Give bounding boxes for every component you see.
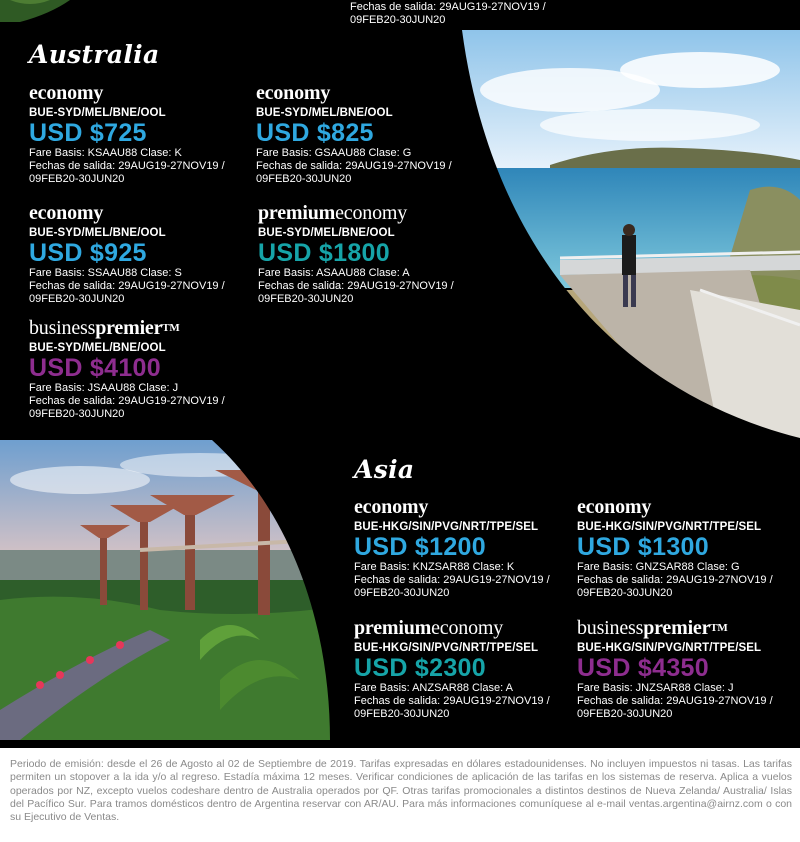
departure-dates-line1: Fechas de salida: 29AUG19-27NOV19 / — [29, 395, 225, 407]
route: BUE-HKG/SIN/PVG/NRT/TPE/SEL — [354, 521, 539, 533]
price: USD $1300 — [577, 533, 709, 561]
route: BUE-SYD/MEL/BNE/OOL — [29, 342, 166, 354]
top-dates-line1: Fechas de salida: 29AUG19-27NOV19 / — [350, 1, 546, 13]
cabin-name-light: economy — [431, 617, 504, 639]
cabin-name-bold: economy — [29, 82, 104, 104]
departure-dates-line2: 09FEB20-30JUN20 — [258, 293, 354, 305]
route: BUE-SYD/MEL/BNE/OOL — [258, 227, 395, 239]
departure-dates-line1: Fechas de salida: 29AUG19-27NOV19 / — [258, 280, 454, 292]
fare-card-australia-5 — [29, 318, 259, 421]
departure-dates-line2: 09FEB20-30JUN20 — [577, 587, 673, 599]
route: BUE-HKG/SIN/PVG/NRT/TPE/SEL — [577, 521, 762, 533]
cabin-name — [354, 497, 584, 519]
price: USD $1800 — [258, 239, 390, 267]
cabin-name — [29, 203, 259, 225]
price: USD $4350 — [577, 654, 709, 682]
departure-dates-line2: 09FEB20-30JUN20 — [29, 173, 125, 185]
fare-basis: Fare Basis: GSAAU88 Clase: G — [256, 147, 412, 159]
cabin-name-light: economy — [335, 202, 408, 224]
cabin-name-bold: premier — [95, 317, 163, 339]
route: BUE-HKG/SIN/PVG/NRT/TPE/SEL — [354, 642, 539, 654]
trademark: TM — [710, 622, 728, 634]
cabin-name-bold: economy — [29, 202, 104, 224]
fare-basis: Fare Basis: SSAAU88 Clase: S — [29, 267, 182, 279]
fare-basis: Fare Basis: JNZSAR88 Clase: J — [577, 682, 734, 694]
cabin-name-bold: premier — [643, 617, 711, 639]
region-title-australia: Australia — [29, 40, 160, 69]
price: USD $2300 — [354, 654, 486, 682]
departure-dates-line1: Fechas de salida: 29AUG19-27NOV19 / — [577, 574, 773, 586]
cabin-name — [256, 83, 486, 105]
cabin-name — [577, 618, 800, 640]
cabin-name-bold: premium — [258, 202, 336, 224]
fare-card-asia-2 — [577, 497, 800, 600]
cabin-name — [258, 203, 488, 225]
route: BUE-SYD/MEL/BNE/OOL — [29, 107, 166, 119]
fare-card-australia-2 — [256, 83, 486, 186]
departure-dates-line1: Fechas de salida: 29AUG19-27NOV19 / — [354, 695, 550, 707]
cabin-name-bold: economy — [577, 496, 652, 518]
cabin-name-bold: economy — [256, 82, 331, 104]
fare-basis: Fare Basis: KNZSAR88 Clase: K — [354, 561, 515, 573]
foliage-photo-top — [0, 0, 70, 22]
cabin-name-bold: economy — [354, 496, 429, 518]
fare-card-asia-4 — [577, 618, 800, 721]
route: BUE-HKG/SIN/PVG/NRT/TPE/SEL — [577, 642, 762, 654]
fare-card-australia-1 — [29, 83, 259, 186]
departure-dates-line2: 09FEB20-30JUN20 — [354, 708, 450, 720]
departure-dates-line1: Fechas de salida: 29AUG19-27NOV19 / — [256, 160, 452, 172]
departure-dates-line2: 09FEB20-30JUN20 — [256, 173, 352, 185]
fare-card-asia-3 — [354, 618, 584, 721]
cabin-name-light: business — [577, 617, 644, 639]
fare-basis: Fare Basis: KSAAU88 Clase: K — [29, 147, 182, 159]
legal-disclaimer: Periodo de emisión: desde el 26 de Agosto al 02 de Septiembre de 2019. Tarifas expresadas en dólares estadounidenses. No incluyen impuestos ni tasas. Las tarifas permiten un stopover a la ida y/o al regreso. Estadía máxima 12 meses. Verificar condiciones de aplicación de las tarifas en los sistemas de reserva. Aplica a vuelos operados por NZ, excepto vuelos codeshare dentro de Australia operados por QF. Otras tarifas promocionales a distintos destinos de Nueva Zelanda/ Australia/ Islas del Pacífico Sur. Para tramos domésticos dentro de Argentina reservar con AR/AU. Para más informaciones comuníquese al e-mail ventas.argentina@airnz.com o con su Ejecutivo de Ventas. — [10, 758, 792, 824]
departure-dates-line1: Fechas de salida: 29AUG19-27NOV19 / — [29, 160, 225, 172]
price: USD $1200 — [354, 533, 486, 561]
region-title-asia: Asia — [354, 455, 415, 484]
trademark: TM — [162, 322, 180, 334]
fare-basis: Fare Basis: ANZSAR88 Clase: A — [354, 682, 513, 694]
curve-mask-bottom — [0, 440, 350, 740]
departure-dates-line2: 09FEB20-30JUN20 — [29, 408, 125, 420]
fare-card-australia-4 — [258, 203, 488, 306]
departure-dates-line2: 09FEB20-30JUN20 — [354, 587, 450, 599]
top-dates-line2: 09FEB20-30JUN20 — [350, 14, 446, 26]
departure-dates-line1: Fechas de salida: 29AUG19-27NOV19 / — [577, 695, 773, 707]
price: USD $4100 — [29, 354, 161, 382]
cabin-name — [577, 497, 800, 519]
fare-card-australia-3 — [29, 203, 259, 306]
top-departure-dates — [350, 1, 546, 27]
cabin-name — [29, 318, 259, 340]
departure-dates-line2: 09FEB20-30JUN20 — [29, 293, 125, 305]
route: BUE-SYD/MEL/BNE/OOL — [29, 227, 166, 239]
fare-basis: Fare Basis: ASAAU88 Clase: A — [258, 267, 410, 279]
fare-basis: Fare Basis: JSAAU88 Clase: J — [29, 382, 179, 394]
price: USD $925 — [29, 239, 147, 267]
price: USD $725 — [29, 119, 147, 147]
price: USD $825 — [256, 119, 374, 147]
departure-dates-line1: Fechas de salida: 29AUG19-27NOV19 / — [354, 574, 550, 586]
cabin-name-bold: premium — [354, 617, 432, 639]
departure-dates-line2: 09FEB20-30JUN20 — [577, 708, 673, 720]
fare-basis: Fare Basis: GNZSAR88 Clase: G — [577, 561, 740, 573]
cabin-name-light: business — [29, 317, 96, 339]
cabin-name — [354, 618, 584, 640]
fare-card-asia-1 — [354, 497, 584, 600]
curve-mask-top — [450, 30, 800, 440]
route: BUE-SYD/MEL/BNE/OOL — [256, 107, 393, 119]
departure-dates-line1: Fechas de salida: 29AUG19-27NOV19 / — [29, 280, 225, 292]
cabin-name — [29, 83, 259, 105]
